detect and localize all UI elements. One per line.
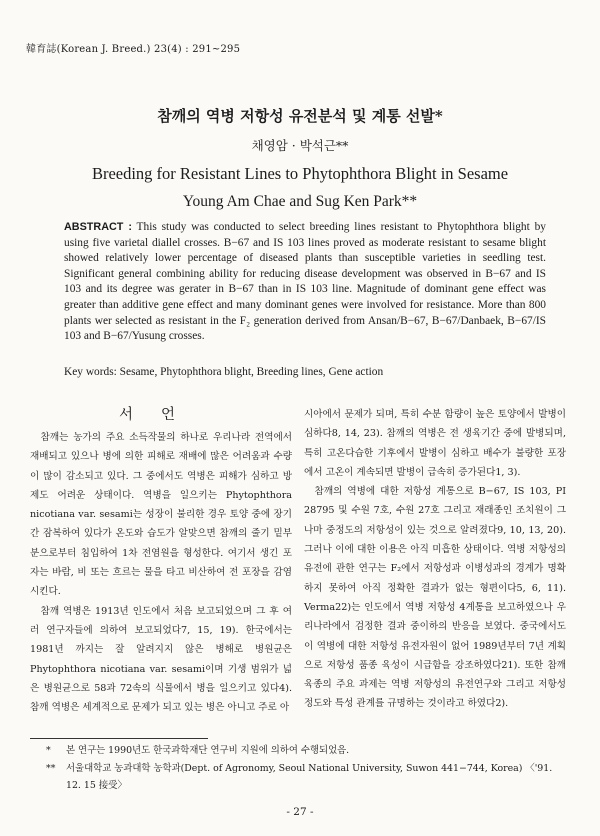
paragraph: 참깨 역병은 1913년 인도에서 처음 보고되었으며 그 후 여러 연구자들에 의하여 보고되었다7, 15, 19). 한국에서는 1981년 까지는 잘 알려지지 않은 병해로 병원균은 Phytophthora nicotiana var. sesami이며 기생 범위가 넓은 병원균으로 58과 72속의 식물에서 병을 일으키고 있다4). 참깨 역병은 세계적으로 문제가 되고 있는 병은 아니고 주로 아 [30, 605, 292, 714]
keywords: Key words: Sesame, Phytophthora blight, Breeding lines, Gene action [64, 366, 384, 378]
korean-authors: 채영암 · 박석근** [251, 138, 349, 153]
left-column [30, 428, 292, 717]
section-heading-introduction: 서언 [118, 407, 203, 423]
korean-title: 참깨의 역병 저항성 유전분석 및 계통 선발* [157, 107, 443, 125]
page-number: - 27 - [286, 806, 314, 818]
footnotes [46, 742, 566, 795]
footnote-mark: ** [46, 762, 56, 774]
abstract-label: ABSTRACT : [64, 221, 132, 233]
paragraph: 시아에서 문제가 되며, 특히 수분 함량이 높은 토양에서 발병이 심하다8, 14, 23). 참깨의 역병은 전 생육기간 중에 발병되며, 특히 고온다습한 기후에서 발병이 심하고 배수가 불량한 포장에서 고온이 계속되면 발병이 급속히 증가된다1, 3). [304, 409, 566, 478]
footnote-affiliation [46, 760, 566, 795]
paragraph: 참깨의 역병에 대한 저항성 계통으로 B−67, IS 103, PI 28795 및 수원 7호, 수원 27호 그리고 재래종인 조치원이 그나마 중정도의 저항성이 있는 것으로 알려졌다9, 10, 13, 20). 그러나 이에 대한 이용은 아직 미흡한 상태이다. 역병 저항성의 유전에 관한 연구는 F₂에서 저항성과 이병성과의 경계가 명확하지 못하여 아직 정확한 결과가 없는 형편이다5, 6, 11). Verma22)는 인도에서 역병 저항성 4계통을 보고하였으나 우리나라에서 검정한 결과 중이하의 반응을 보였다. 중국에서도 이 역병에 대한 저항성 유전자원이 없어 1989년부터 7년 계획으로 저항성 품종 육성이 시급함을 강조하였다21). 또한 참깨 육종의 주요 과제는 역병 저항성의 유전연구와 그리고 저항성 정도와 특성 관계를 규명하는 것이라고 하였다2). [304, 486, 566, 710]
footnote-text: 본 연구는 1990년도 한국과학재단 연구비 지원에 의하여 수행되었음. [66, 745, 350, 756]
footnote-divider [30, 738, 208, 739]
abstract-text: This study was conducted to select breeding lines resistant to Phytophthora blight by using five varietal diallel crosses. B−67 and IS 103 lines proved as moderate resistant to sesame blight showed relatively lower percentage of diseased plants than susceptible varieties in seedling test. Significant general combining ability for reducing disease development was observed in B−67 and IS 103 and its degree was gerater in B−67 than in IS 103 line. Magnitude of dominant gene effect was greater than additive gene effect and many dominant genes were involved for resistance. More than 800 plants wer selected as resistant in the F₂ generation derived from Ansan/B−67, B−67/Danbaek, B−67/IS 103 and B−67/Yusung crosses. [64, 221, 546, 343]
paragraph: 참깨는 농가의 주요 소득작물의 하나로 우리나라 전역에서 재배되고 있으나 병에 의한 피해로 재배에 많은 어려움과 수량이 많이 감소되고 있다. 그 중에서도 역병은 피해가 심하고 방제도 어려운 상태이다. 역병을 일으키는 Phytophthora nicotiana var. sesami는 성장이 불리한 경우 토양 중에 장기간 잠복하여 있다가 온도와 습도가 알맞으면 참깨의 줄기 밑부분으로부터 침입하여 1차 전염원을 형성한다. 여기서 생긴 포자는 바람, 비 또는 흐르는 물을 타고 비산하여 전 포장을 감염시킨다. [30, 432, 292, 598]
english-title: Breeding for Resistant Lines to Phytophthora Blight in Sesame [91, 164, 509, 183]
abstract [64, 220, 546, 345]
footnote-funding [46, 742, 566, 760]
english-authors: Young Am Chae and Sug Ken Park** [182, 193, 418, 210]
journal-citation: 韓育誌(Korean J. Breed.) 23(4) : 291~295 [26, 44, 241, 55]
right-column [304, 405, 566, 714]
footnote-mark: * [46, 745, 51, 756]
footnote-text: 서울대학교 농과대학 농학과(Dept. of Agronomy, Seoul National University, Suwon 441−744, Korea) 〈'91. 12. 15 接受〉 [66, 762, 553, 791]
